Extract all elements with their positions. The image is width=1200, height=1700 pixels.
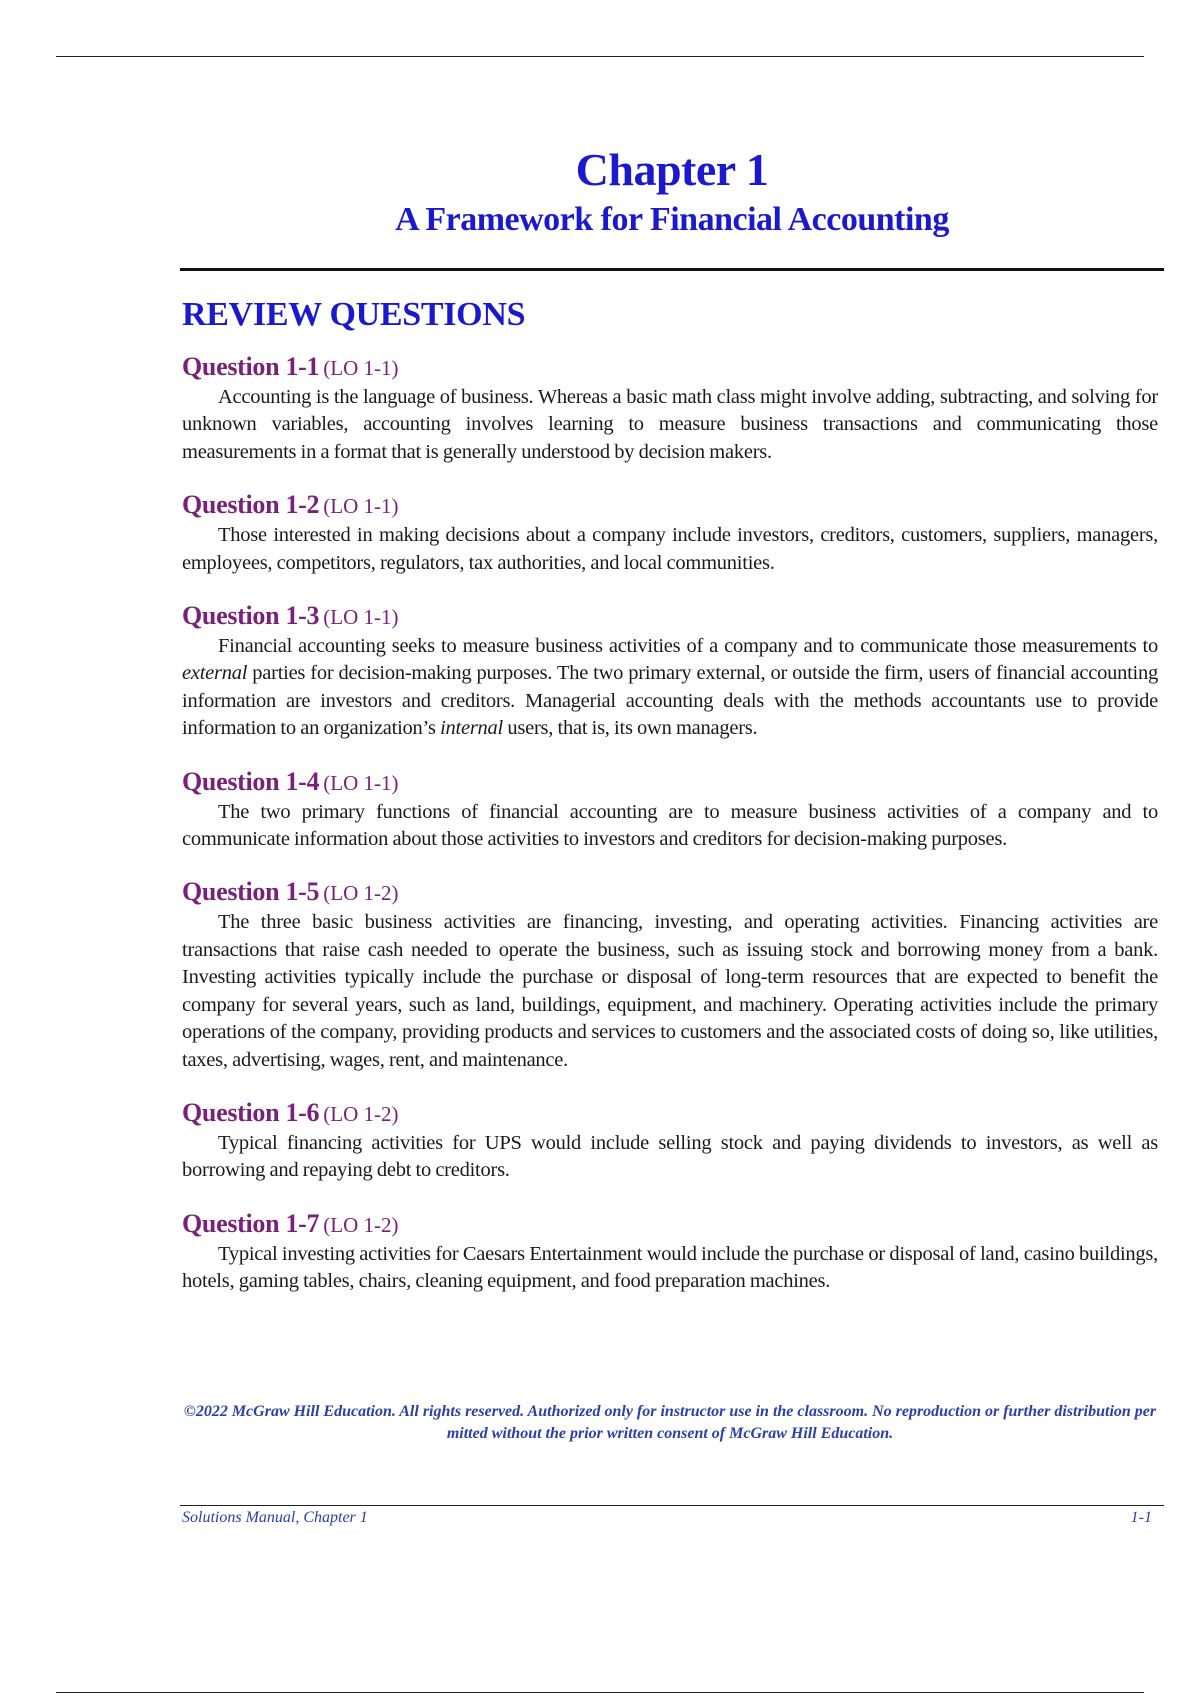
learning-objective: (LO 1-2) xyxy=(323,881,399,906)
top-page-rule xyxy=(56,56,1144,57)
question-block xyxy=(182,488,1158,577)
question-label: Question 1-6 xyxy=(182,1097,320,1127)
question-label: Question 1-3 xyxy=(182,601,320,631)
question-heading xyxy=(182,875,1158,909)
page-number: 1-1 xyxy=(1130,1509,1152,1526)
answer-text: The two primary functions of financial accounting are to measure business activities of a company and to communicate information about those activities to investors and creditors for decision-making purposes. xyxy=(182,800,1158,851)
question-heading xyxy=(182,1207,1158,1241)
copyright-notice xyxy=(140,1401,1200,1445)
question-answer xyxy=(182,633,1158,743)
question-answer xyxy=(182,522,1158,577)
answer-text: Typical investing activities for Caesars Entertainment would include the purchase or disposal of land, casino buildings, hotels, gaming tables, chairs, cleaning equipment, and food preparation machines. xyxy=(182,1242,1158,1293)
question-block xyxy=(182,875,1158,1073)
chapter-subtitle: A Framework for Financial Accounting xyxy=(395,201,949,238)
question-block xyxy=(182,1096,1158,1185)
chapter-title: Chapter 1 xyxy=(575,144,769,195)
question-answer xyxy=(182,1130,1158,1185)
question-block xyxy=(182,765,1158,854)
heading-divider xyxy=(180,268,1164,271)
question-label: Question 1-4 xyxy=(182,766,320,796)
emphasized-term: external xyxy=(182,662,248,685)
question-answer xyxy=(182,799,1158,854)
question-heading xyxy=(182,488,1158,522)
bottom-page-rule xyxy=(56,1692,1144,1693)
question-label: Question 1-5 xyxy=(182,877,320,907)
question-block xyxy=(182,1207,1158,1296)
answer-text: parties for decision-making purposes. The two primary external, or outside the firm, users of financial accounting information are investors and creditors. Managerial accounting deals with the methods accountants use to provide information to an organization’s xyxy=(182,662,1158,740)
answer-text: Typical financing activities for UPS would include selling stock and paying dividends to investors, as well as borrowing and repaying debt to creditors. xyxy=(182,1131,1158,1182)
question-block xyxy=(182,599,1158,743)
question-answer xyxy=(182,1241,1158,1296)
question-block xyxy=(182,350,1158,466)
footer-title: Solutions Manual, Chapter 1 xyxy=(182,1509,368,1526)
answer-text: Financial accounting seeks to measure business activities of a company and to communicate those measurements to xyxy=(218,635,1158,658)
answer-text: Accounting is the language of business. Whereas a basic math class might involve adding, subtracting, and solving for unknown variables, accounting involves learning to measure business transactions and communicating those measurements in a format that is generally understood by decision makers. xyxy=(182,386,1158,463)
question-answer xyxy=(182,909,1158,1073)
section-heading: REVIEW QUESTIONS xyxy=(182,296,526,333)
learning-objective: (LO 1-1) xyxy=(323,770,399,795)
copyright-line-2: mitted without the prior written consent of McGraw Hill Education. xyxy=(446,1425,894,1442)
emphasized-term: internal xyxy=(440,717,504,740)
answer-text: The three basic business activities are financing, investing, and operating activities. Financing activities are transactions that raise cash needed to operate the business, such as issuing stock and borrowing money from a bank. Investing activities typically include the purchase or disposal of long-term resources that are expected to benefit the company for several years, such as land, buildings, equipment, and machinery. Operating activities include the primary operations of the company, providing products and services to customers and the associated costs of doing so, like utilities, taxes, advertising, wages, rent, and maintenance. xyxy=(182,911,1158,1071)
question-answer xyxy=(182,384,1158,466)
question-heading xyxy=(182,599,1158,633)
footer-divider xyxy=(180,1505,1164,1506)
question-label: Question 1-1 xyxy=(182,352,320,381)
answer-text: users, that is, its own managers. xyxy=(503,717,758,740)
learning-objective: (LO 1-1) xyxy=(323,605,399,630)
question-heading xyxy=(182,350,1158,384)
learning-objective: (LO 1-2) xyxy=(323,1101,399,1126)
learning-objective: (LO 1-1) xyxy=(323,494,399,519)
learning-objective: (LO 1-1) xyxy=(323,356,399,380)
question-heading xyxy=(182,1096,1158,1130)
answer-text: Those interested in making decisions about a company include investors, creditors, customers, suppliers, managers, employees, competitors, regulators, tax authorities, and local communities. xyxy=(182,524,1158,574)
copyright-line-1: ©2022 McGraw Hill Education. All rights reserved. Authorized only for instructor use in the classroom. No reproduction or further distribution per xyxy=(183,1403,1157,1420)
question-label: Question 1-7 xyxy=(182,1208,320,1238)
learning-objective: (LO 1-2) xyxy=(323,1212,399,1237)
question-heading xyxy=(182,765,1158,799)
questions-list xyxy=(182,350,1158,1318)
question-label: Question 1-2 xyxy=(182,490,320,520)
